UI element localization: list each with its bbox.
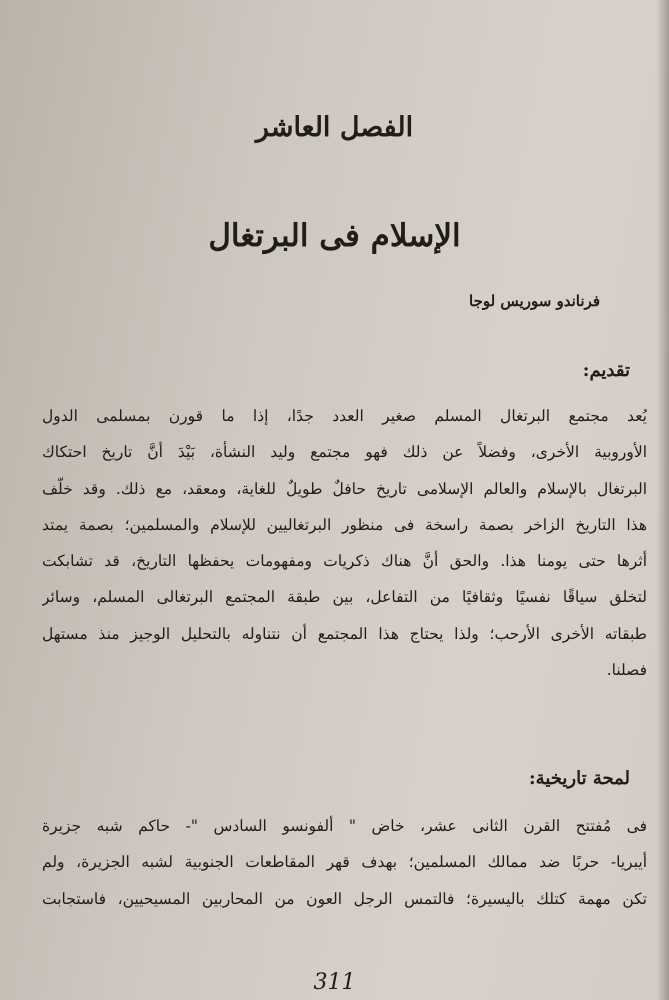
- page-shadow: [657, 0, 669, 1000]
- text-line: البرتغال بالإسلام والعالم الإسلامى تاريخ حافلٌ طويلٌ للغاية، ومعقد، مع ذلك. وقد خلّف: [42, 479, 647, 498]
- text-line: يُعد مجتمع البرتغال المسلم صغير العدد جدًا، إذا ما قورن بمسلمى الدول: [42, 407, 647, 425]
- text-line: طبقاته الأخرى الأرحب؛ ولذا يحتاج هذا المجتمع أن نتناوله بالتحليل الوجيز منذ مستهل: [42, 624, 647, 643]
- history-paragraph: [42, 808, 647, 917]
- author-name: فرناندو سوريس لوجا: [469, 292, 600, 310]
- history-heading: لمحة تاريخية:: [529, 768, 630, 789]
- chapter-title: الفصل العاشر: [255, 112, 414, 143]
- text-line: الأوروبية الأخرى، وفضلاً عن ذلك فهو مجتمع وليد النشأة، بَيْدَ أنَّ تاريخ احتكاك: [42, 443, 647, 462]
- intro-heading: تقديم:: [582, 360, 630, 381]
- text-line: تكن مهمة كتلك باليسيرة؛ فالتمس الرجل العون من المحاربين المسيحيين، فاستجابت: [42, 889, 647, 908]
- text-line: لتخلق سياقًا نفسيًا وثقافيًا من التفاعل، بين طبقة المجتمع البرتغالى المسلم، وسائر: [42, 588, 647, 607]
- intro-paragraph: [42, 398, 647, 688]
- text-line: أيبريا- حربًا ضد ممالك المسلمين؛ بهدف قهر المقاطعات الجنوبية لشبه الجزيرة، ولم: [42, 853, 647, 872]
- text-line: فصلنا.: [606, 661, 647, 680]
- page-number: 311: [313, 970, 356, 995]
- text-line: هذا التاريخ الزاخر بصمة راسخة فى منظور البرتغاليين للإسلام والمسلمين؛ بصمة يمتد: [42, 515, 647, 534]
- text-line: أثرها حتى يومنا هذا. والحق أنَّ هناك ذكريات ومفهومات يحفظها التاريخ، قد تشابكت: [42, 552, 647, 571]
- text-line: فى مُفتتح القرن الثانى عشر، خاض " ألفونسو السادس "- حاكم شبه جزيرة: [42, 817, 647, 835]
- main-title: الإسلام فى البرتغال: [208, 218, 461, 254]
